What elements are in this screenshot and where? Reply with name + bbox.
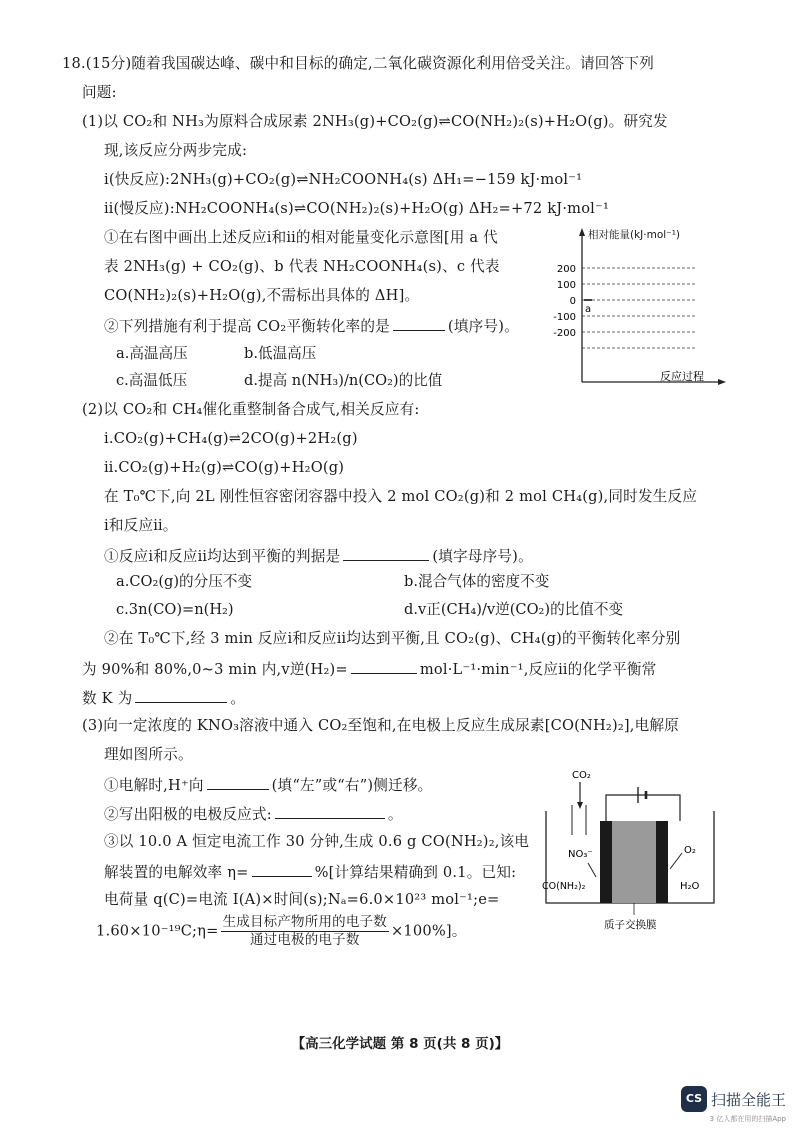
watermark-name: 扫描全能王 xyxy=(710,1090,786,1109)
part1-line2: 现,该反应分两步完成: xyxy=(104,142,248,159)
part3-line1: (3)向一定浓度的 KNO₃溶液中通入 CO₂至饱和,在电极上反应生成尿素[CO(NH₂)₂],电解原 xyxy=(82,717,680,734)
part3-q3-line2: 解装置的电解效率 η= %[计算结果精确到 0.1。已知: xyxy=(104,861,516,883)
right-electrode xyxy=(656,821,668,903)
p1-option-a: a.高温高压 xyxy=(116,345,188,362)
energy-x-label: 反应过程 xyxy=(660,370,704,383)
part3-q3-line3: 电荷量 q(C)=电流 I(A)×时间(s);Nₐ=6.0×10²³ mol⁻¹;e= xyxy=(104,891,500,908)
part2-q2-line2: 为 90%和 80%,0~3 min 内,v逆(H₂)= mol·L⁻¹·min⁻¹,反应ⅱ的化学平衡常 xyxy=(82,658,656,680)
urea-label: CO(NH₂)₂ xyxy=(542,881,586,892)
answer-blank-5[interactable] xyxy=(207,774,269,790)
tick-minus-200: -200 xyxy=(553,328,576,339)
answer-blank-7[interactable] xyxy=(252,861,312,877)
left-arrow xyxy=(588,863,596,877)
answer-blank-3[interactable] xyxy=(351,658,417,674)
part1-line1: (1)以 CO₂和 NH₃为原料合成尿素 2NH₃(g)+CO₂(g)⇌CO(NH₂)₂(s)+H₂O(g)。研究发 xyxy=(82,113,668,130)
y-axis-arrow xyxy=(579,228,585,236)
part3-line2: 理如图所示。 xyxy=(104,746,193,763)
step1-equation: ⅰ(快反应):2NH₃(g)+CO₂(g)⇌NH₂COONH₄(s) ΔH₁=−159 kJ·mol⁻¹ xyxy=(104,171,583,188)
part2-reaction1: ⅰ.CO₂(g)+CH₄(g)⇌2CO(g)+2H₂(g) xyxy=(104,430,358,447)
camscanner-logo-icon: CS xyxy=(681,1086,707,1112)
left-electrode xyxy=(600,821,612,903)
tick-200: 200 xyxy=(556,264,576,275)
x-axis-arrow xyxy=(718,379,726,385)
water-label: H₂O xyxy=(680,881,700,892)
co2-arrowhead xyxy=(577,802,583,809)
part2-line2: 在 T₀℃下,向 2L 刚性恒容密闭容器中投入 2 mol CO₂(g)和 2 mol CH₄(g),同时发生反应 xyxy=(104,488,698,505)
part1-q1-line3: CO(NH₂)₂(s)+H₂O(g),不需标出具体的 ΔH]。 xyxy=(104,287,420,304)
external-circuit xyxy=(606,795,680,821)
page-footer: 【高三化学试题 第 8 页(共 8 页)】 xyxy=(291,1036,509,1052)
part2-line3: ⅰ和反应ⅱ。 xyxy=(104,517,178,534)
step2-equation: ⅱ(慢反应):NH₂COONH₄(s)⇌CO(NH₂)₂(s)+H₂O(g) ΔH₂=+72 kJ·mol⁻¹ xyxy=(104,200,609,217)
electrolysis-diagram xyxy=(540,765,720,935)
efficiency-fraction: $\frac{\text{生成目标产物所用的电子数}}{\text{通过电极的电子数}}$ xyxy=(222,914,387,948)
answer-blank-2[interactable] xyxy=(343,545,429,561)
tick-minus-100: -100 xyxy=(553,312,576,323)
part2-q2-line1: ②在 T₀℃下,经 3 min 反应ⅰ和反应ⅱ均达到平衡,且 CO₂(g)、CH₄(g)的平衡转化率分别 xyxy=(104,630,681,647)
part1-q1-line1: ①在右图中画出上述反应ⅰ和ⅱ的相对能量变化示意图[用 a 代 xyxy=(104,229,498,246)
question-intro-line1: 18.(15分)随着我国碳达峰、碳中和目标的确定,二氧化碳资源化利用倍受关注。请回答下列 xyxy=(62,55,654,72)
p1-option-c: c.高温低压 xyxy=(116,372,188,389)
energy-y-label: 相对能量(kJ·mol⁻¹) xyxy=(588,229,681,241)
part3-q2: ②写出阳极的电极反应式: 。 xyxy=(104,803,403,825)
part2-line1: (2)以 CO₂和 CH₄催化重整制备合成气,相关反应有: xyxy=(82,401,420,418)
point-a-label: a xyxy=(585,304,592,315)
scanner-watermark xyxy=(681,1086,786,1123)
membrane-label: 质子交换膜 xyxy=(604,919,657,931)
proton-exchange-membrane xyxy=(612,821,656,903)
part3-q3-line1: ③以 10.0 A 恒定电流工作 30 分钟,生成 0.6 g CO(NH₂)₂,该电 xyxy=(104,833,530,850)
p1-option-d: d.提高 n(NH₃)/n(CO₂)的比值 xyxy=(244,372,443,389)
part1-q1-line2: 表 2NH₃(g) + CO₂(g)、b 代表 NH₂COONH₄(s)、c 代表 xyxy=(104,258,500,275)
energy-gridlines xyxy=(582,268,696,348)
part1-q2: ②下列措施有利于提高 CO₂平衡转化率的是 (填序号)。 xyxy=(104,315,519,337)
oxygen-label: O₂ xyxy=(684,845,696,856)
part3-q1: ①电解时,H⁺向 (填“左”或“右”)侧迁移。 xyxy=(104,774,432,796)
part3-q3-line4: 1.60×10⁻¹⁹C;η= $\frac{\text{生成目标产物所用的电子数}}{\text{通过电极的电子数}}$ ×100%]。 xyxy=(96,914,467,948)
p1-option-b: b.低温高压 xyxy=(244,345,317,362)
p2-option-d: d.v正(CH₄)/v逆(CO₂)的比值不变 xyxy=(404,601,624,618)
p2-option-a: a.CO₂(g)的分压不变 xyxy=(116,573,253,590)
answer-blank-6[interactable] xyxy=(275,803,385,819)
part2-q1: ①反应ⅰ和反应ⅱ均达到平衡的判据是 (填字母序号)。 xyxy=(104,545,533,567)
answer-blank-1[interactable] xyxy=(393,315,445,331)
question-intro-line2: 问题: xyxy=(82,84,117,101)
part2-reaction2: ⅱ.CO₂(g)+H₂(g)⇌CO(g)+H₂O(g) xyxy=(104,459,345,476)
nitrate-label: NO₃⁻ xyxy=(568,849,593,860)
watermark-subtitle: 3 亿人都在用的扫描App xyxy=(709,1115,786,1123)
energy-diagram xyxy=(540,222,730,392)
tick-0: 0 xyxy=(569,296,576,307)
answer-blank-4[interactable] xyxy=(135,687,227,703)
co2-label: CO₂ xyxy=(572,770,591,781)
right-arrow xyxy=(670,853,682,869)
p2-option-c: c.3n(CO)=n(H₂) xyxy=(116,601,234,618)
tick-100: 100 xyxy=(556,280,576,291)
part2-q2-line3: 数 K 为 。 xyxy=(82,687,245,709)
p2-option-b: b.混合气体的密度不变 xyxy=(404,573,550,590)
